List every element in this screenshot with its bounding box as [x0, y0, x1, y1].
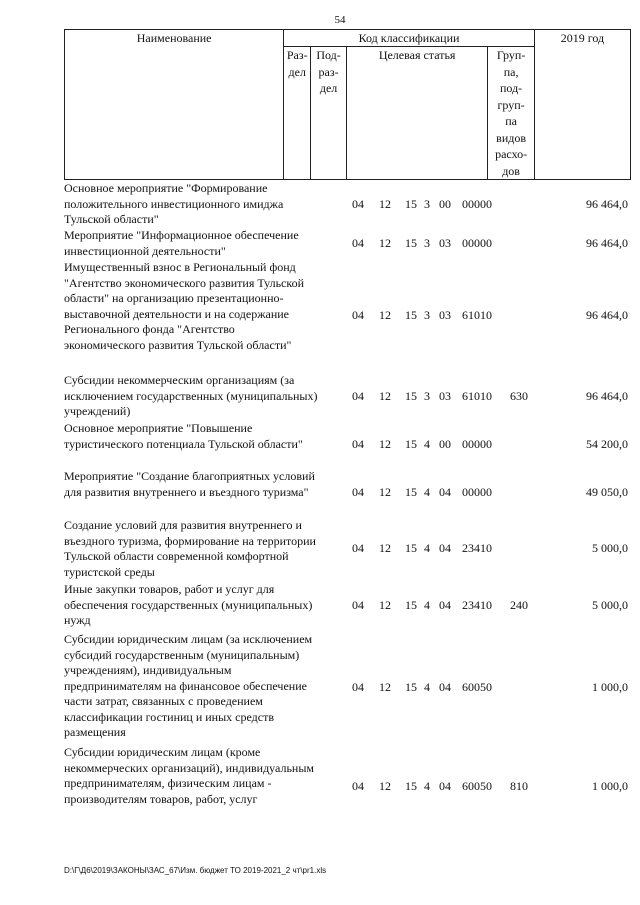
- row-name: Мероприятие "Создание благоприятных условий для развития внутреннего и въездного туризма": [64, 469, 315, 499]
- row-amount: 1 000,0: [592, 779, 628, 793]
- row-amount: 54 200,0: [586, 437, 628, 451]
- row-target-program: 15: [405, 779, 417, 793]
- table-header: [64, 29, 631, 180]
- row-target-subprogram: 3: [424, 389, 430, 403]
- row-razdel: 04: [352, 308, 364, 322]
- row-podrazdel: 12: [379, 389, 391, 403]
- row-target-event: 04: [439, 779, 451, 793]
- row-target-event: 03: [439, 308, 451, 322]
- row-target-subprogram: 3: [424, 308, 430, 322]
- row-target-subprogram: 3: [424, 236, 430, 250]
- header-code: Код классификации: [284, 30, 535, 47]
- row-target-subprogram: 4: [424, 485, 430, 499]
- file-path-footer: D:\Г\Д6\2019\ЗАКОНЫ\ЗАС_67\Изм. бюджет ТО 2019-2021_2 чт\pr1.xls: [64, 866, 327, 875]
- row-amount: 96 464,0: [586, 197, 628, 211]
- row-amount: 96 464,0: [586, 236, 628, 250]
- row-target-code: 61010: [462, 308, 492, 322]
- header-group: Груп- па, под- груп- па видов расхо- дов: [488, 47, 534, 180]
- row-amount: 96 464,0: [586, 389, 628, 403]
- row-razdel: 04: [352, 541, 364, 555]
- row-razdel: 04: [352, 197, 364, 211]
- header-razdel: Раз- дел: [284, 47, 311, 180]
- row-name: Создание условий для развития внутреннего и въездного туризма, формирование на территории Тульской области современной комфортной туристской среды: [64, 518, 316, 579]
- row-target-code: 00000: [462, 236, 492, 250]
- row-target-event: 00: [439, 437, 451, 451]
- row-name: Имущественный взнос в Региональный фонд "Агентство экономического развития Тульской области" на организацию презентационно- выставочной деятельности и на содержание Регионального фонда "Агентство экономического развития Тульской области": [64, 260, 305, 352]
- table-row: [64, 260, 631, 354]
- table-row: [64, 632, 631, 742]
- row-name: Мероприятие "Информационное обеспечение инвестиционной деятельности": [64, 228, 299, 258]
- header-name: Наименование: [65, 30, 284, 180]
- row-target-event: 00: [439, 197, 451, 211]
- table-row: [64, 373, 631, 420]
- table-row: [64, 582, 631, 630]
- row-name: Основное мероприятие "Формирование положительного инвестиционного имиджа Тульской области": [64, 181, 284, 226]
- row-target-program: 15: [405, 236, 417, 250]
- row-target-program: 15: [405, 485, 417, 499]
- row-target-program: 15: [405, 389, 417, 403]
- row-name: Основное мероприятие "Повышение туристического потенциала Тульской области": [64, 421, 303, 451]
- row-name: Субсидии юридическим лицам (кроме некоммерческих организаций), индивидуальным предпринимателям, физическим лицам - производителям товаров, работ, услуг: [64, 745, 314, 806]
- row-target-event: 03: [439, 389, 451, 403]
- row-amount: 5 000,0: [592, 598, 628, 612]
- header-year: 2019 год: [534, 30, 630, 180]
- row-target-code: 60050: [462, 680, 492, 694]
- table-row: [64, 518, 631, 580]
- table-row: [64, 228, 631, 259]
- row-podrazdel: 12: [379, 598, 391, 612]
- row-target-program: 15: [405, 541, 417, 555]
- row-target-program: 15: [405, 197, 417, 211]
- row-target-event: 04: [439, 680, 451, 694]
- header-podrazdel: Под- раз- дел: [311, 47, 347, 180]
- row-target-subprogram: 4: [424, 598, 430, 612]
- row-razdel: 04: [352, 680, 364, 694]
- row-target-subprogram: 4: [424, 437, 430, 451]
- table-row: [64, 745, 631, 807]
- row-podrazdel: 12: [379, 680, 391, 694]
- row-amount: 5 000,0: [592, 541, 628, 555]
- table-row: [64, 469, 631, 501]
- row-razdel: 04: [352, 779, 364, 793]
- row-expense-group: 630: [510, 389, 528, 403]
- row-expense-group: 810: [510, 779, 528, 793]
- row-amount: 1 000,0: [592, 680, 628, 694]
- row-razdel: 04: [352, 236, 364, 250]
- row-target-code: 00000: [462, 437, 492, 451]
- row-target-code: 23410: [462, 598, 492, 612]
- row-podrazdel: 12: [379, 779, 391, 793]
- row-podrazdel: 12: [379, 541, 391, 555]
- row-name: Иные закупки товаров, работ и услуг для обеспечения государственных (муниципальных) нужд: [64, 582, 313, 627]
- row-target-event: 04: [439, 598, 451, 612]
- row-razdel: 04: [352, 437, 364, 451]
- row-expense-group: 240: [510, 598, 528, 612]
- row-name: Субсидии юридическим лицам (за исключением субсидий государственным (муниципальным) учреждениям), индивидуальным предпринимателям на финансовое обеспечение части затрат, связанных с проведением классификации гостиниц и иных средств размещения: [64, 632, 313, 739]
- row-razdel: 04: [352, 485, 364, 499]
- row-target-code: 60050: [462, 779, 492, 793]
- row-amount: 49 050,0: [586, 485, 628, 499]
- row-podrazdel: 12: [379, 236, 391, 250]
- row-podrazdel: 12: [379, 308, 391, 322]
- row-target-subprogram: 4: [424, 541, 430, 555]
- row-target-code: 61010: [462, 389, 492, 403]
- table-row: [64, 421, 631, 453]
- row-target-subprogram: 3: [424, 197, 430, 211]
- row-target-event: 04: [439, 541, 451, 555]
- row-podrazdel: 12: [379, 485, 391, 499]
- row-target-code: 00000: [462, 197, 492, 211]
- row-target-program: 15: [405, 437, 417, 451]
- row-target-subprogram: 4: [424, 779, 430, 793]
- row-razdel: 04: [352, 598, 364, 612]
- row-target-code: 00000: [462, 485, 492, 499]
- row-target-program: 15: [405, 598, 417, 612]
- row-amount: 96 464,0: [586, 308, 628, 322]
- row-name: Субсидии некоммерческим организациям (за исключением государственных (муниципальных) учреждений): [64, 373, 318, 418]
- page-number: 54: [334, 14, 346, 26]
- row-razdel: 04: [352, 389, 364, 403]
- row-target-subprogram: 4: [424, 680, 430, 694]
- row-target-event: 04: [439, 485, 451, 499]
- header-target-article: Целевая статья: [346, 47, 487, 180]
- row-podrazdel: 12: [379, 197, 391, 211]
- row-podrazdel: 12: [379, 437, 391, 451]
- row-target-program: 15: [405, 308, 417, 322]
- table-row: [64, 181, 631, 227]
- row-target-event: 03: [439, 236, 451, 250]
- row-target-code: 23410: [462, 541, 492, 555]
- row-target-program: 15: [405, 680, 417, 694]
